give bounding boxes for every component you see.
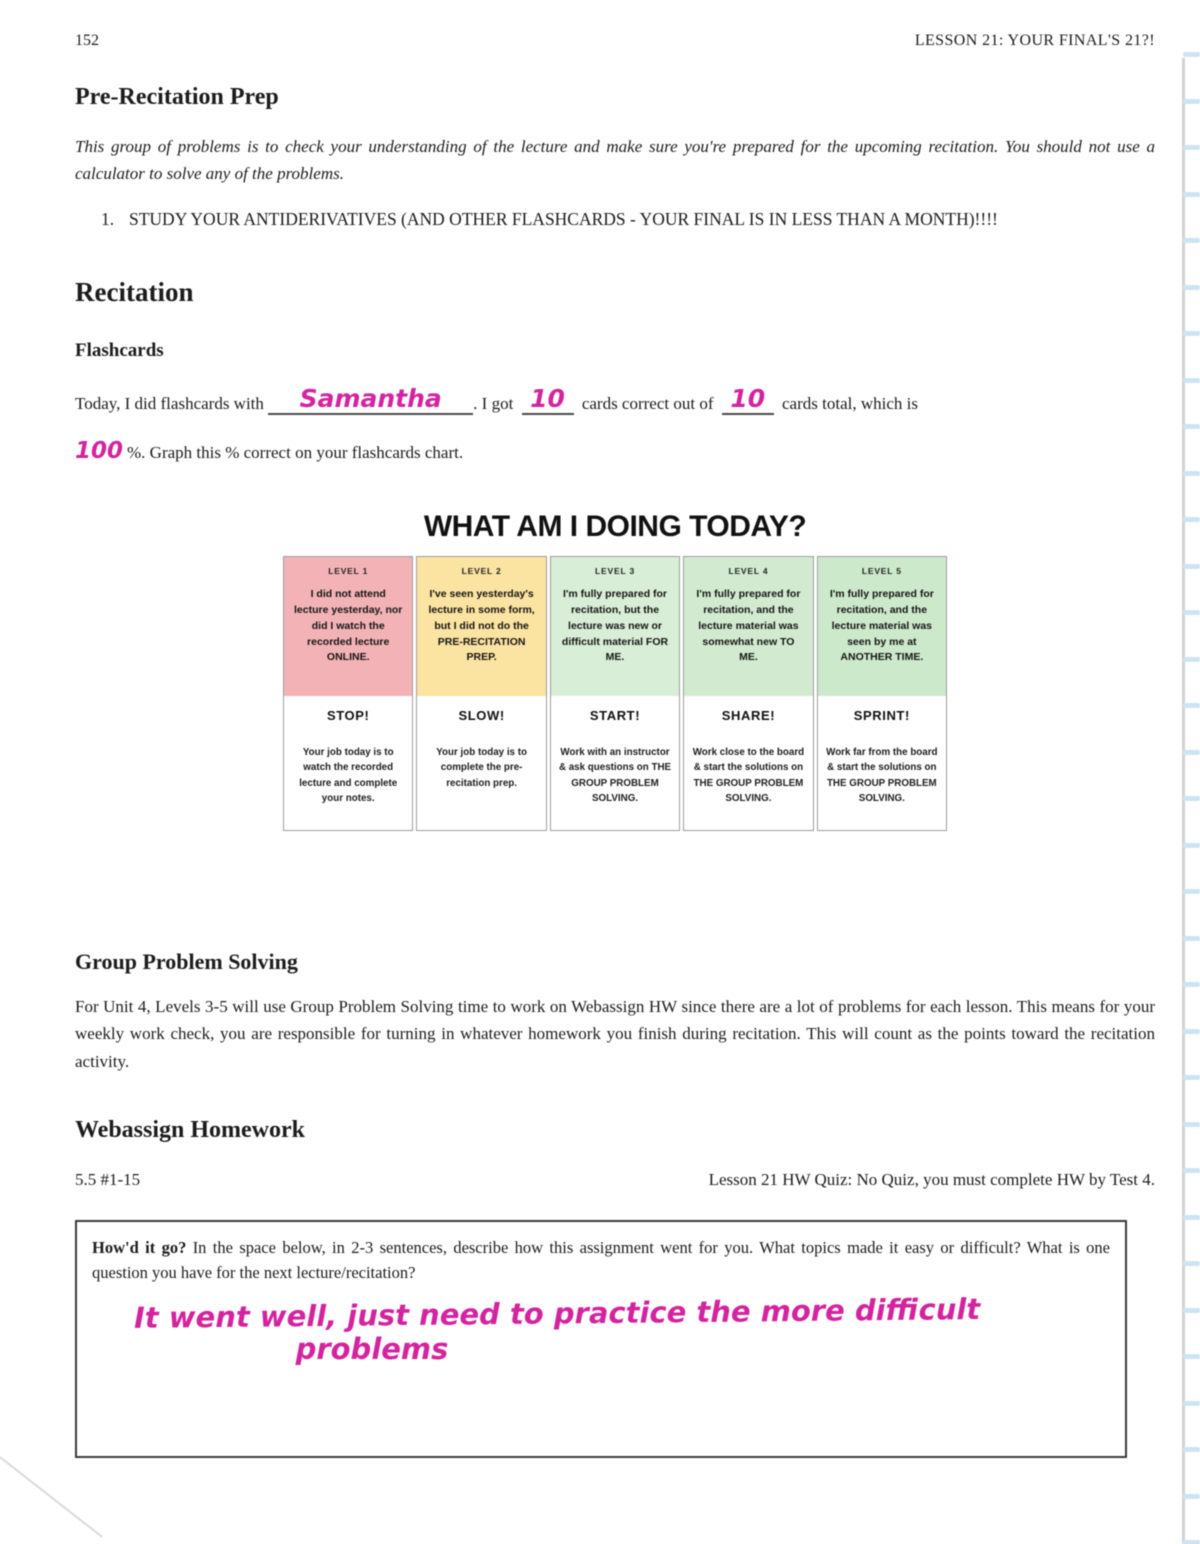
ruled-line [1183,564,1200,569]
ruled-line [1183,657,1200,662]
scanned-page-corner-line [0,1456,103,1538]
pre-recitation-intro: This group of problems is to check your understanding of the lecture and make sure you're prepared for the upcoming recitation. You should not use a calculator to solve any of the problems. [75,137,1155,184]
level-label: LEVEL 3 [595,566,635,577]
group-problem-solving-title: Group Problem Solving [75,949,298,975]
action-word: START! [589,708,641,724]
ruled-line [1183,1308,1200,1313]
action-detail: Your job today is to complete the pre-recitation prep. [436,747,527,789]
ruled-line [1183,796,1200,801]
rubric-body-level-5 [818,696,946,830]
readiness-rubric-table [283,556,947,831]
ruled-line [1183,331,1200,336]
rubric-body-level-2 [417,696,545,830]
rubric-body-level-3 [551,696,679,830]
feedback-handwritten-line-2: problems [295,1331,449,1366]
ruled-line [1183,238,1200,243]
level-label: LEVEL 1 [328,566,369,577]
action-detail: Work with an instructor & ask questions on THE GROUP PROBLEM SOLVING. [558,747,672,804]
feedback-prompt-rest: In the space below, in 2-3 sentences, describe how this assignment went for you. What topics made it easy or difficult? What is one question you have for the next lecture/recitation? [92,1237,1111,1283]
rubric-column-level-2 [416,556,546,831]
action-word: STOP! [326,708,370,724]
ruled-line [1183,936,1200,941]
action-detail: Work close to the board & start the solutions on THE GROUP PROBLEM SOLVING. [692,747,805,804]
level-label: LEVEL 4 [728,566,769,577]
rubric-head-level-4 [684,557,812,696]
ruled-line [1183,424,1200,429]
ruled-line [1183,1075,1200,1080]
homework-quiz-note: Lesson 21 HW Quiz: No Quiz, you must complete HW by Test 4. [708,1169,1155,1189]
feedback-handwritten-answer [92,1291,1110,1366]
ruled-line [1183,982,1200,987]
ruled-line [1183,192,1200,197]
ruled-line [1183,1354,1200,1359]
ruled-line [1183,1168,1200,1173]
partner-name-blank [268,383,473,415]
webassign-homework-title: Webassign Homework [75,1116,306,1143]
flashcards-text-5: %. Graph this % correct on your flashcards chart. [127,443,464,463]
feedback-box [75,1220,1127,1458]
rubric-column-level-3 [550,556,680,831]
ruled-line [1183,1447,1200,1452]
ruled-line [1183,378,1200,383]
ruled-line [1183,1401,1200,1406]
level-description: I'm fully prepared for recitation, and the lecture material was somewhat new TO ME. [696,588,801,664]
flashcards-title: Flashcards [75,339,164,361]
flashcards-sentence-2 [75,438,1155,464]
cards-correct-handwritten: 10 [530,383,565,413]
ruled-line [1183,703,1200,708]
ruled-line [1183,843,1200,848]
ruled-line [1183,99,1200,104]
feedback-prompt-lead: How'd it go? [92,1237,187,1257]
level-label: LEVEL 2 [461,566,502,577]
rubric-head-level-3 [551,557,679,696]
flashcards-text-4: cards total, which is [782,393,918,413]
group-problem-solving-body: For Unit 4, Levels 3-5 will use Group Problem Solving time to work on Webassign HW since there are a lot of problems for each lesson. This means for your weekly work check, you are responsible for turning in whatever homework you finish during recitation. This will count as the points toward the recitation activity. [75,997,1155,1071]
ruled-line [1183,1494,1200,1499]
feedback-handwritten-line-1: It went well, just need to practice the more difficult [133,1291,981,1335]
flashcards-text-2: . I got [473,393,514,413]
prep-item-text: STUDY YOUR ANTIDERIVATIVES (AND OTHER FLASHCARDS - YOUR FINAL IS IN LESS THAN A MONTH)!!!! [129,209,998,230]
ruled-line [1183,889,1200,894]
cards-total-handwritten: 10 [730,383,766,413]
prep-item-1 [75,207,1155,232]
cards-total-blank [722,383,774,415]
page-header [75,32,1155,50]
level-label: LEVEL 5 [861,566,902,577]
prep-item-number: 1. [101,209,115,230]
ruled-line [1183,1122,1200,1127]
level-description: I did not attend lecture yesterday, nor did I watch the recorded lecture ONLINE. [294,588,403,664]
rubric-body-level-4 [684,696,812,830]
rubric-column-level-5 [817,556,947,831]
page-number: 152 [75,32,99,49]
ruled-line [1183,52,1200,57]
homework-assignment: 5.5 #1-15 [75,1169,141,1189]
level-description: I'm fully prepared for recitation, but the lecture was new or difficult material FOR ME. [561,588,669,664]
rubric-column-level-4 [683,556,813,831]
flashcards-text-1: Today, I did flashcards with [75,393,264,413]
action-word: SLOW! [458,708,505,724]
feedback-prompt [92,1235,1110,1286]
cards-correct-blank [522,383,574,415]
lesson-header: LESSON 21: YOUR FINAL'S 21?! [914,32,1155,49]
rubric-head-level-2 [417,557,545,696]
ruled-line [1183,1215,1200,1220]
ruled-line [1183,1261,1200,1266]
ruled-line [1183,750,1200,755]
rubric-column-level-1 [283,556,413,831]
rubric-body-level-1 [284,696,412,830]
pre-recitation-prep-title: Pre-Recitation Prep [75,84,279,110]
recitation-title: Recitation [75,276,194,307]
action-detail: Work far from the board & start the solutions on THE GROUP PROBLEM SOLVING. [826,747,938,804]
homework-row [75,1170,1155,1190]
rubric-head-level-5 [818,557,946,696]
ruled-line [1183,145,1200,150]
ruled-line [1183,1540,1200,1544]
rubric-head-level-1 [284,557,412,696]
level-description: I'm fully prepared for recitation, and the lecture material was seen by me at ANOTHER TIME. [829,588,934,664]
flashcards-sentence [75,383,1155,417]
action-detail: Your job today is to watch the recorded lecture and complete your notes. [299,747,398,804]
ruled-line [1183,610,1200,615]
action-word: SHARE! [721,708,776,724]
action-word: SPRINT! [853,708,910,724]
ruled-line [1183,517,1200,522]
ruled-line [1183,1029,1200,1034]
ruled-line [1183,471,1200,476]
ruled-line [1183,285,1200,290]
level-description: I've seen yesterday's lecture in some form, but I did not do the PRE-RECITATION PREP. [428,588,535,664]
percent-handwritten: 100 [75,438,124,465]
flashcards-text-3: cards correct out of [581,393,714,413]
partner-name-handwritten: Samantha [299,383,442,413]
scanned-page-edge-line [1182,58,1185,1544]
rubric-title: WHAT AM I DOING TODAY? [423,510,807,544]
